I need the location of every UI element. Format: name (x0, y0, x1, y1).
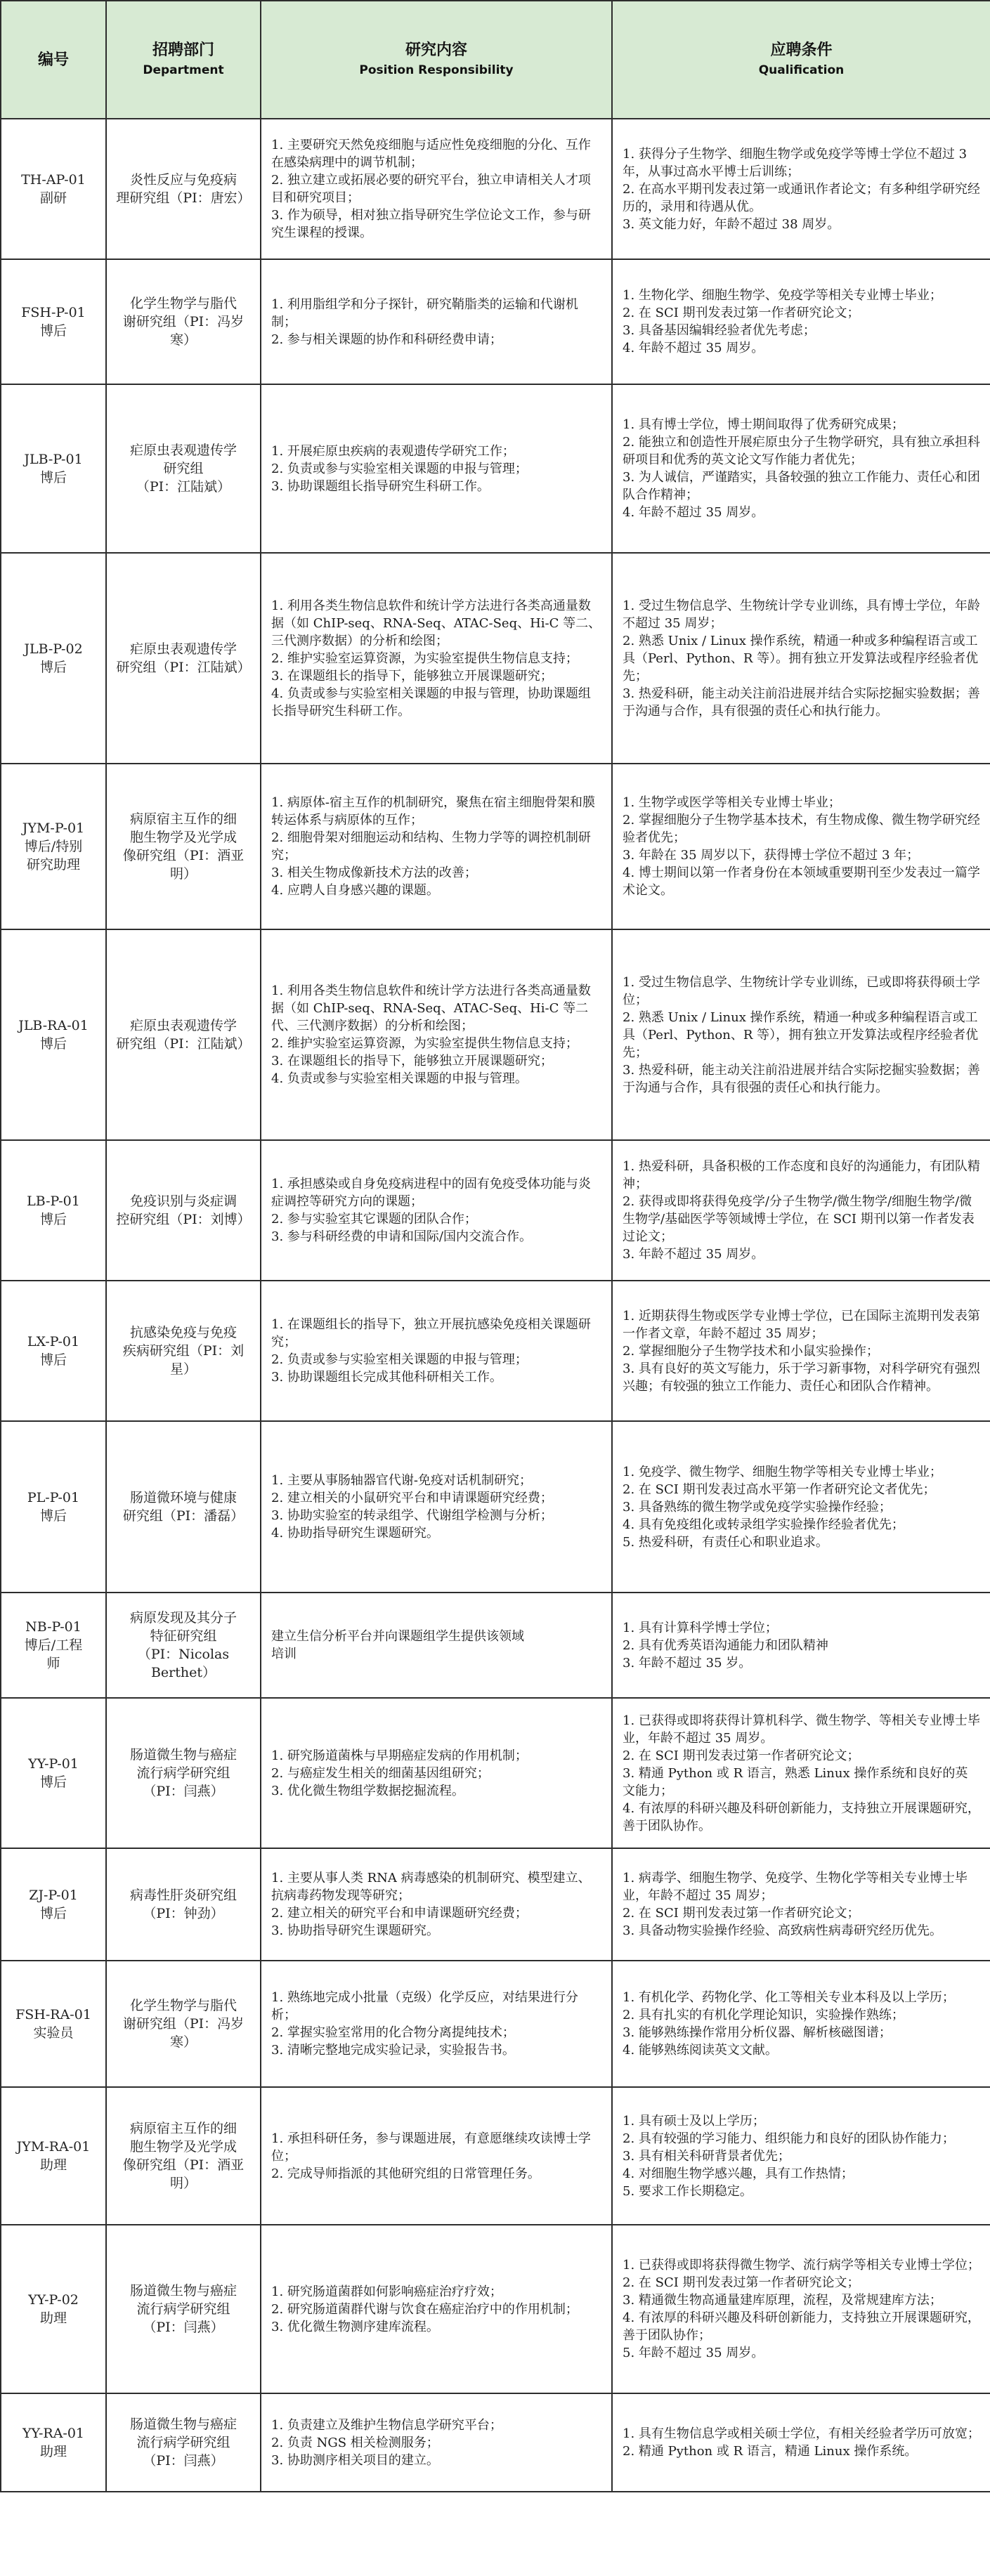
research-item: 2. 细胞骨架对细胞运动和结构、生物力学等的调控机制研究； (271, 830, 591, 863)
qualification-item: 3. 为人诚信，严谨踏实，具备较强的独立工作能力、责任心和团队合作精神； (623, 470, 980, 502)
table-row (1, 1961, 990, 2087)
qualification-item: 2. 在 SCI 期刊发表过第一作者研究论文； (623, 1748, 860, 1763)
research-content (261, 1140, 612, 1281)
research-item: 4. 负责或参与实验室相关课题的申报与管理。 (271, 1071, 528, 1086)
qualification-content (612, 553, 990, 764)
research-item: 2. 参与实验室其它课题的团队合作； (271, 1212, 477, 1227)
qualification-item: 1. 具有生物信息学或相关硕士学位，有相关经验者学历可放宽； (623, 2426, 980, 2441)
department-name: 抗感染免疫与免疫 疾病研究组（PI：刘 星） (106, 1281, 261, 1421)
header-qualification-zh: 应聘条件 (770, 41, 833, 59)
qualification-item: 1. 具有博士学位，博士期间取得了优秀研究成果； (623, 417, 904, 432)
position-code: JYM-P-01 博后/特别 研究助理 (1, 764, 106, 929)
research-item: 1. 研究肠道菌群如何影响癌症治疗疗效； (271, 2284, 502, 2299)
position-code: JYM-RA-01 助理 (1, 2087, 106, 2225)
research-item: 2. 研究肠道菌群代谢与饮食在癌症治疗中的作用机制； (271, 2301, 578, 2317)
qualification-item: 2. 熟悉 Unix / Linux 操作系统，精通一种或多种编程语言或工具（Perl、Python、R 等）。拥有独立开发算法或程序经验者优先； (623, 633, 979, 684)
qualification-item: 4. 有浓厚的科研兴趣及科研创新能力，支持独立开展课题研究，善于团队协作； (623, 2310, 980, 2343)
position-code: TH-AP-01 副研 (1, 119, 106, 259)
research-item: 2. 负责或参与实验室相关课题的申报与管理； (271, 461, 528, 476)
qualification-item: 3. 精通 Python 或 R 语言，熟悉 Linux 操作系统和良好的英文能力； (623, 1765, 968, 1798)
position-code: JLB-RA-01 博后 (1, 929, 106, 1140)
qualification-item: 5. 热爱科研，有责任心和职业追求。 (623, 1534, 828, 1550)
qualification-content (612, 1281, 990, 1421)
table-row (1, 1140, 990, 1281)
qualification-item: 2. 在高水平期刊发表过第一或通讯作者论文；有多种组学研究经历的，录用和待遇从优。 (623, 181, 980, 214)
qualification-item: 1. 具有硕士及以上学历； (623, 2113, 765, 2129)
qualification-content (612, 1421, 990, 1593)
qualification-item: 1. 已获得或即将获得微生物学、流行病学等相关专业博士学位； (623, 2258, 980, 2273)
table-row (1, 1593, 990, 1698)
table-row (1, 929, 990, 1140)
department-name: 化学生物学与脂代 谢研究组（PI：冯岁 寒） (106, 1961, 261, 2087)
research-item: 1. 利用各类生物信息软件和统计学方法进行各类高通量数据（如 ChIP-seq、RNA-Seq、ATAC-Seq、Hi-C 等二代、三代测序数据）的分析和绘图； (271, 983, 591, 1033)
research-item: 1. 开展疟原虫疾病的表观遗传学研究工作； (271, 443, 515, 459)
qualification-item: 1. 近期获得生物或医学专业博士学位，已在国际主流期刊发表第一作者文章，年龄不超过 35 周岁； (623, 1308, 980, 1341)
department-name: 肠道微生物与癌症 流行病学研究组 （PI：闫燕） (106, 2225, 261, 2393)
qualification-item: 3. 具备基因编辑经验者优先考虑； (623, 323, 816, 338)
table-row (1, 2087, 990, 2225)
research-item: 3. 优化微生物测序建库流程。 (271, 2319, 439, 2334)
research-content (261, 1421, 612, 1593)
qualification-item: 2. 掌握细胞分子生物学基本技术，有生物成像、微生物学研究经验者优先； (623, 813, 980, 845)
research-content (261, 1593, 612, 1698)
research-content (261, 1281, 612, 1421)
research-item: 2. 维护实验室运算资源，为实验室提供生物信息支持； (271, 1036, 578, 1051)
position-code: YY-P-01 博后 (1, 1698, 106, 1848)
department-name: 病原发现及其分子 特征研究组 （PI：Nicolas Berthet） (106, 1593, 261, 1698)
department-name: 疟原虫表观遗传学 研究组 （PI：江陆斌） (106, 384, 261, 553)
position-code: LX-P-01 博后 (1, 1281, 106, 1421)
qualification-item: 3. 热爱科研，能主动关注前沿进展并结合实际挖掘实验数据；善于沟通与合作，具有很强的责任心和执行能力。 (623, 686, 980, 719)
qualification-item: 1. 受过生物信息学、生物统计学专业训练，具有博士学位，年龄不超过 35 周岁； (623, 598, 980, 631)
qualification-content (612, 2087, 990, 2225)
research-item: 3. 作为硕导，相对独立指导研究生学位论文工作，参与研究生课程的授课。 (271, 208, 591, 240)
research-item: 1. 承担感染或自身免疫病进程中的固有免疫受体功能与炎症调控等研究方向的课题； (271, 1177, 591, 1209)
research-item: 4. 应聘人自身感兴趣的课题。 (271, 883, 439, 898)
qualification-item: 2. 熟悉 Unix / Linux 操作系统，精通一种或多种编程语言或工具（Perl、Python、R 等），拥有独立开发算法或程序经验者优先； (623, 1009, 979, 1060)
department-name: 病原宿主互作的细 胞生物学及光学成 像研究组（PI：酒亚 明） (106, 764, 261, 929)
research-content (261, 2225, 612, 2393)
department-name: 肠道微生物与癌症 流行病学研究组 （PI：闫燕） (106, 1698, 261, 1848)
research-content (261, 1961, 612, 2087)
qualification-item: 4. 有浓厚的科研兴趣及科研创新能力，支持独立开展课题研究，善于团队协作。 (623, 1800, 980, 1833)
qualification-item: 3. 年龄不超过 35 周岁。 (623, 1247, 764, 1262)
research-content (261, 553, 612, 764)
qualification-item: 3. 具备熟练的微生物学或免疫学实验操作经验； (623, 1499, 892, 1515)
position-code: JLB-P-02 博后 (1, 553, 106, 764)
qualification-item: 2. 具有较强的学习能力、组织能力和良好的团队协作能力； (623, 2131, 955, 2146)
qualification-item: 1. 有机化学、药物化学、化工等相关专业本科及以上学历； (623, 1990, 955, 2005)
table-row (1, 2225, 990, 2393)
table-row (1, 384, 990, 553)
qualification-item: 2. 获得或即将获得免疫学/分子生物学/微生物学/细胞生物学/微生物学/基础医学等领域博士学位，在 SCI 期刊以第一作者发表过论文； (623, 1194, 975, 1244)
header-research (261, 1, 612, 119)
research-item: 2. 建立相关的小鼠研究平台和申请课题研究经费； (271, 1491, 553, 1505)
research-content (261, 929, 612, 1140)
table-row (1, 259, 990, 384)
qualification-item: 2. 在 SCI 期刊发表过第一作者研究论文； (623, 2275, 860, 2290)
qualification-content (612, 764, 990, 929)
position-code: JLB-P-01 博后 (1, 384, 106, 553)
research-item: 2. 维护实验室运算资源，为实验室提供生物信息支持； (271, 650, 578, 666)
research-item: 3. 协助课题组长完成其他科研相关工作。 (271, 1370, 502, 1385)
research-item: 1. 主要从事肠轴器官代谢-免疫对话机制研究； (271, 1473, 532, 1488)
research-content (261, 259, 612, 384)
header-research-en: Position Responsibility (359, 63, 514, 77)
table-row (1, 2393, 990, 2492)
position-code: PL-P-01 博后 (1, 1421, 106, 1593)
research-item: 1. 主要从事人类 RNA 病毒感染的机制研究、模型建立、抗病毒药物发现等研究； (271, 1871, 591, 1903)
research-item: 3. 优化微生物组学数据挖掘流程。 (271, 1783, 464, 1798)
research-item: 1. 利用各类生物信息软件和统计学方法进行各类高通量数据（如 ChIP-seq、RNA-Seq、ATAC-Seq、Hi-C 等二、三代测序数据）的分析和绘图； (271, 598, 601, 648)
qualification-item: 3. 具有良好的英文写能力，乐于学习新事物，对科学研究有强烈兴趣；有较强的独立工作能力、责任心和团队合作精神。 (623, 1361, 980, 1394)
department-name: 炎性反应与免疫病 理研究组（PI：唐宏） (106, 119, 261, 259)
position-code: FSH-RA-01 实验员 (1, 1961, 106, 2087)
qualification-item: 3. 具备动物实验操作经验、高致病性病毒研究经历优先。 (623, 1923, 942, 1938)
header-code-zh: 编号 (37, 51, 69, 69)
qualification-item: 2. 具有优秀英语沟通能力和团队精神 (623, 1637, 828, 1653)
research-content (261, 2087, 612, 2225)
table-row (1, 1848, 990, 1961)
department-name: 免疫识别与炎症调 控研究组（PI：刘博） (106, 1140, 261, 1281)
qualification-content (612, 384, 990, 553)
research-item: 2. 参与相关课题的协作和科研经费申请； (271, 332, 502, 347)
qualification-content (612, 2225, 990, 2393)
qualification-item: 2. 掌握细胞分子生物学技术和小鼠实验操作； (623, 1343, 879, 1359)
qualification-item: 1. 受过生物信息学、生物统计学专业训练，已或即将获得硕士学位； (623, 974, 980, 1007)
qualification-item: 1. 病毒学、细胞生物学、免疫学、生物化学等相关专业博士毕业，年龄不超过 35 周岁； (623, 1871, 968, 1903)
qualification-item: 4. 能够熟练阅读英文文献。 (623, 2043, 778, 2058)
research-item: 2. 负责 NGS 相关检测服务； (271, 2435, 439, 2450)
header-research-zh: 研究内容 (405, 41, 467, 59)
qualification-item: 5. 要求工作长期稳定。 (623, 2183, 753, 2199)
research-item: 2. 独立建立或拓展必要的研究平台，独立申请相关人才项目和研究项目； (271, 173, 591, 205)
qualification-item: 3. 英文能力好，年龄不超过 38 周岁。 (623, 216, 840, 232)
qualification-item: 1. 具有计算科学博士学位； (623, 1620, 778, 1635)
position-code: YY-P-02 助理 (1, 2225, 106, 2393)
research-content (261, 764, 612, 929)
department-name: 病原宿主互作的细 胞生物学及光学成 像研究组（PI：酒亚 明） (106, 2087, 261, 2225)
research-item: 1. 承担科研任务，参与课题进展，有意愿继续攻读博士学位； (271, 2131, 591, 2164)
research-item: 3. 相关生物成像新技术方法的改善； (271, 865, 477, 880)
research-item: 3. 协助测序相关项目的建立。 (271, 2452, 439, 2468)
department-name: 疟原虫表观遗传学 研究组（PI：江陆斌） (106, 929, 261, 1140)
qualification-content (612, 119, 990, 259)
header-qualification (612, 1, 990, 119)
qualification-content (612, 1961, 990, 2087)
qualification-content (612, 2393, 990, 2492)
qualification-content (612, 1848, 990, 1961)
table-row (1, 553, 990, 764)
qualification-item: 1. 生物化学、细胞生物学、免疫学等相关专业博士毕业； (623, 288, 942, 303)
research-item: 建立生信分析平台并向课题组学生提供该领域 培训 (271, 1629, 524, 1661)
research-item: 3. 协助指导研究生课题研究。 (271, 1923, 439, 1938)
position-code: YY-RA-01 助理 (1, 2393, 106, 2492)
research-item: 2. 建立相关的研究平台和申请课题研究经费； (271, 1906, 528, 1921)
header-department-en: Department (143, 63, 224, 77)
research-item: 1. 病原体-宿主互作的机制研究，聚焦在宿主细胞骨架和膜转运体系与病原体的互作； (271, 795, 595, 828)
department-name: 疟原虫表观遗传学 研究组（PI：江陆斌） (106, 553, 261, 764)
department-name: 肠道微环境与健康 研究组（PI：潘磊） (106, 1421, 261, 1593)
qualification-item: 3. 年龄在 35 周岁以下，获得博士学位不超过 3 年； (623, 848, 920, 863)
qualification-content (612, 259, 990, 384)
table-row (1, 1421, 990, 1593)
qualification-item: 1. 热爱科研，具备积极的工作态度和良好的沟通能力，有团队精神； (623, 1159, 980, 1191)
research-item: 2. 负责或参与实验室相关课题的申报与管理； (271, 1352, 528, 1367)
research-item: 1. 在课题组长的指导下，独立开展抗感染免疫相关课题研究； (271, 1317, 591, 1349)
qualification-content (612, 929, 990, 1140)
qualification-item: 4. 具有免疫组化或转录组学实验操作经验者优先； (623, 1517, 904, 1532)
research-content (261, 2393, 612, 2492)
qualification-item: 4. 年龄不超过 35 周岁。 (623, 341, 764, 355)
position-code: NB-P-01 博后/工程 师 (1, 1593, 106, 1698)
department-name: 化学生物学与脂代 谢研究组（PI：冯岁 寒） (106, 259, 261, 384)
research-content (261, 384, 612, 553)
qualification-item: 2. 在 SCI 期刊发表过第一作者研究论文； (623, 1906, 860, 1921)
research-item: 3. 参与科研经费的申请和国际/国内交流合作。 (271, 1229, 532, 1244)
header-department-zh: 招聘部门 (152, 41, 214, 59)
qualification-content (612, 1593, 990, 1698)
research-item: 3. 协助实验室的转录组学、代谢组学检测与分析； (271, 1508, 553, 1523)
qualification-item: 3. 年龄不超过 35 岁。 (623, 1655, 752, 1671)
research-item: 1. 主要研究天然免疫细胞与适应性免疫细胞的分化、互作在感染病理中的调节机制； (271, 138, 591, 170)
qualification-content (612, 1140, 990, 1281)
research-content (261, 1848, 612, 1961)
position-code: FSH-P-01 博后 (1, 259, 106, 384)
qualification-item: 1. 获得分子生物学、细胞生物学或免疫学等博士学位不超过 3 年，从事过高水平博士后训练； (623, 146, 968, 179)
qualification-item: 3. 精通微生物高通量建库原理，流程，及常规建库方法； (623, 2293, 942, 2308)
department-name: 病毒性肝炎研究组 （PI：钟劲） (106, 1848, 261, 1961)
position-code: ZJ-P-01 博后 (1, 1848, 106, 1961)
qualification-item: 2. 在 SCI 期刊发表过高水平第一作者研究论文者优先； (623, 1482, 936, 1497)
qualification-item: 3. 能够熟练操作常用分析仪器、解析核磁图谱； (623, 2025, 892, 2040)
research-item: 3. 清晰完整地完成实验记录，实验报告书。 (271, 2043, 515, 2058)
research-item: 2. 掌握实验室常用的化合物分离提纯技术； (271, 2025, 515, 2040)
table-row (1, 1698, 990, 1848)
qualification-item: 3. 热爱科研，能主动关注前沿进展并结合实际挖掘实验数据；善于沟通与合作，具有很强的责任心和执行能力。 (623, 1062, 980, 1095)
qualification-item: 4. 对细胞生物学感兴趣，具有工作热情； (623, 2166, 854, 2181)
table-row (1, 764, 990, 929)
research-item: 1. 熟练地完成小批量（克级）化学反应，对结果进行分析； (271, 1990, 578, 2022)
research-item: 3. 在课题组长的指导下，能够独立开展课题研究； (271, 1054, 553, 1068)
research-item: 1. 负责建立及维护生物信息学研究平台； (271, 2417, 502, 2433)
qualification-item: 1. 生物学或医学等相关专业博士毕业； (623, 795, 841, 810)
header-code (1, 1, 106, 119)
qualification-item: 1. 已获得或即将获得计算机科学、微生物学、等相关专业博士毕业，年龄不超过 35 周岁。 (623, 1713, 980, 1746)
research-content (261, 119, 612, 259)
qualification-item: 4. 博士期间以第一作者身份在本领域重要期刊至少发表过一篇学术论文。 (623, 865, 980, 898)
position-code: LB-P-01 博后 (1, 1140, 106, 1281)
table-row (1, 119, 990, 259)
research-content (261, 1698, 612, 1848)
qualification-item: 3. 具有相关科研背景者优先； (623, 2148, 790, 2164)
qualification-item: 2. 能独立和创造性开展疟原虫分子生物学研究，具有独立承担科研项目和优秀的英文论文写作能力者优先； (623, 435, 980, 467)
table-header-row (1, 1, 990, 119)
research-item: 1. 利用脂组学和分子探针，研究鞘脂类的运输和代谢机制； (271, 296, 578, 329)
table-row (1, 1281, 990, 1421)
research-item: 3. 在课题组长的指导下，能够独立开展课题研究； (271, 668, 553, 684)
qualification-item: 4. 年龄不超过 35 周岁。 (623, 505, 764, 520)
research-item: 2. 完成导师指派的其他研究组的日常管理任务。 (271, 2166, 540, 2181)
department-name: 肠道微生物与癌症 流行病学研究组 （PI：闫燕） (106, 2393, 261, 2492)
qualification-content (612, 1698, 990, 1848)
qualification-item: 5. 年龄不超过 35 周岁。 (623, 2346, 764, 2360)
research-item: 2. 与癌症发生相关的细菌基因组研究； (271, 1765, 490, 1781)
research-item: 1. 研究肠道菌株与早期癌症发病的作用机制； (271, 1748, 528, 1763)
qualification-item: 2. 在 SCI 期刊发表过第一作者研究论文； (623, 306, 860, 320)
qualification-item: 2. 具有扎实的有机化学理论知识，实验操作熟练； (623, 2008, 904, 2022)
qualification-item: 2. 精通 Python 或 R 语言，精通 Linux 操作系统。 (623, 2444, 918, 2459)
qualification-item: 1. 免疫学、微生物学、细胞生物学等相关专业博士毕业； (623, 1464, 942, 1479)
research-item: 4. 负责或参与实验室相关课题的申报与管理，协助课题组长指导研究生科研工作。 (271, 686, 591, 719)
header-qualification-en: Qualification (758, 63, 845, 77)
research-item: 3. 协助课题组长指导研究生科研工作。 (271, 478, 490, 494)
header-department (106, 1, 261, 119)
research-item: 4. 协助指导研究生课题研究。 (271, 1526, 439, 1541)
